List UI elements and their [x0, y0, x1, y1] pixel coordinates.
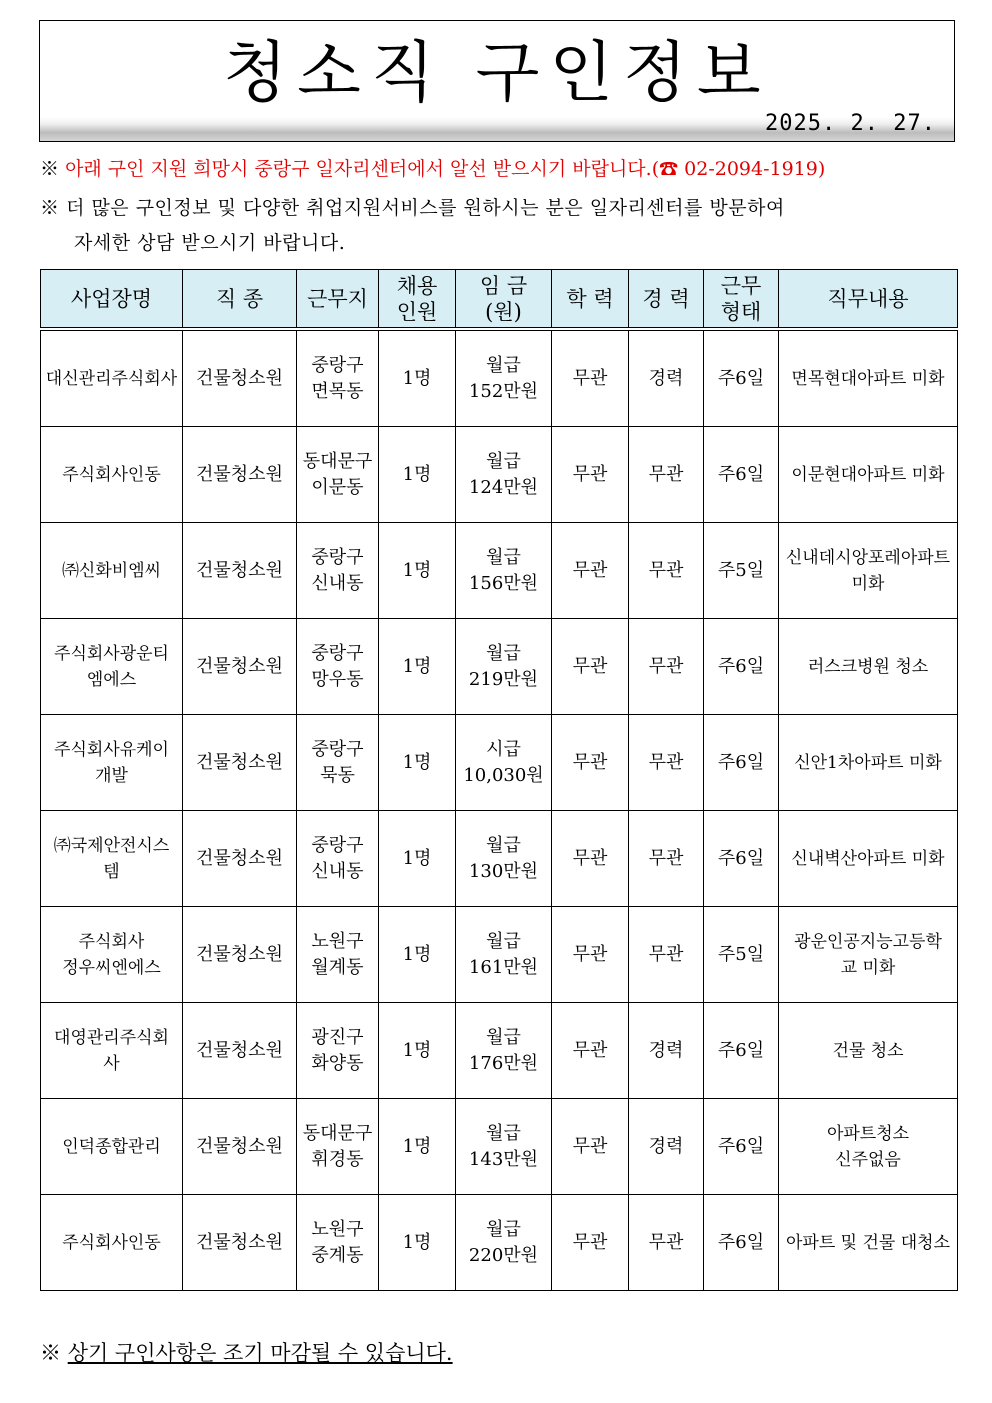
company-cell: 주식회사유케이 개발 — [41, 715, 183, 811]
education-cell: 무관 — [552, 1195, 629, 1291]
experience-cell: 무관 — [629, 523, 704, 619]
hires-cell: 1명 — [379, 619, 456, 715]
duties-cell: 신안1차아파트 미화 — [779, 715, 958, 811]
wage-cell: 월급 176만원 — [456, 1003, 552, 1099]
work-type-cell: 주6일 — [704, 619, 779, 715]
experience-cell: 무관 — [629, 1195, 704, 1291]
experience-cell: 무관 — [629, 907, 704, 1003]
company-cell: ㈜신화비엠씨 — [41, 523, 183, 619]
table-header-row — [41, 270, 958, 330]
education-cell: 무관 — [552, 715, 629, 811]
table-body — [41, 329, 958, 1291]
wage-cell: 시급 10,030원 — [456, 715, 552, 811]
work-type-cell: 주5일 — [704, 907, 779, 1003]
work-type-cell: 주6일 — [704, 811, 779, 907]
duties-cell: 건물 청소 — [779, 1003, 958, 1099]
footer-mark: ※ — [40, 1341, 61, 1365]
wage-cell: 월급 220만원 — [456, 1195, 552, 1291]
work-type-cell: 주6일 — [704, 715, 779, 811]
header-company: 사업장명 — [41, 270, 183, 330]
work-type-cell: 주6일 — [704, 329, 779, 427]
job-type-cell: 건물청소원 — [183, 1195, 297, 1291]
duties-cell: 이문현대아파트 미화 — [779, 427, 958, 523]
header-job-type: 직 종 — [183, 270, 297, 330]
education-cell: 무관 — [552, 329, 629, 427]
notice-mark: ※ — [40, 158, 60, 180]
work-type-cell: 주6일 — [704, 427, 779, 523]
education-cell: 무관 — [552, 811, 629, 907]
experience-cell: 경력 — [629, 329, 704, 427]
title-box — [39, 20, 955, 142]
hires-cell: 1명 — [379, 1099, 456, 1195]
job-type-cell: 건물청소원 — [183, 1099, 297, 1195]
education-cell: 무관 — [552, 619, 629, 715]
location-cell: 중랑구 신내동 — [297, 811, 379, 907]
job-table — [40, 269, 958, 1291]
experience-cell: 무관 — [629, 811, 704, 907]
duties-cell: 광운인공지능고등학 교 미화 — [779, 907, 958, 1003]
wage-cell: 월급 152만원 — [456, 329, 552, 427]
table-row — [41, 1195, 958, 1291]
job-type-cell: 건물청소원 — [183, 1003, 297, 1099]
footer-notice — [40, 1337, 453, 1367]
job-type-cell: 건물청소원 — [183, 329, 297, 427]
table-row — [41, 619, 958, 715]
location-cell: 동대문구 이문동 — [297, 427, 379, 523]
job-type-cell: 건물청소원 — [183, 427, 297, 523]
table-row — [41, 427, 958, 523]
header-education: 학 력 — [552, 270, 629, 330]
footer-text: 상기 구인사항은 조기 마감될 수 있습니다. — [67, 1341, 453, 1365]
location-cell: 동대문구 휘경동 — [297, 1099, 379, 1195]
location-cell: 광진구 화양동 — [297, 1003, 379, 1099]
header-hires: 채용 인원 — [379, 270, 456, 330]
company-cell: 주식회사광운티 엠에스 — [41, 619, 183, 715]
notice-mark: ※ — [40, 197, 60, 219]
hires-cell: 1명 — [379, 907, 456, 1003]
table-row — [41, 523, 958, 619]
table-row — [41, 907, 958, 1003]
notice-more-info-cont: 자세한 상담 받으시기 바랍니다. — [74, 232, 346, 254]
experience-cell: 무관 — [629, 427, 704, 523]
duties-cell: 러스크병원 청소 — [779, 619, 958, 715]
header-wage: 임 금 (원) — [456, 270, 552, 330]
job-type-cell: 건물청소원 — [183, 907, 297, 1003]
table-row — [41, 715, 958, 811]
company-cell: 주식회사인동 — [41, 427, 183, 523]
work-type-cell: 주6일 — [704, 1099, 779, 1195]
education-cell: 무관 — [552, 523, 629, 619]
duties-cell: 신내벽산아파트 미화 — [779, 811, 958, 907]
company-cell: 주식회사 정우씨엔에스 — [41, 907, 183, 1003]
location-cell: 노원구 중계동 — [297, 1195, 379, 1291]
wage-cell: 월급 219만원 — [456, 619, 552, 715]
table-row — [41, 811, 958, 907]
notice-more-info — [40, 193, 785, 220]
table-row — [41, 329, 958, 427]
job-type-cell: 건물청소원 — [183, 619, 297, 715]
header-work-type: 근무 형태 — [704, 270, 779, 330]
wage-cell: 월급 143만원 — [456, 1099, 552, 1195]
hires-cell: 1명 — [379, 1195, 456, 1291]
education-cell: 무관 — [552, 907, 629, 1003]
hires-cell: 1명 — [379, 427, 456, 523]
duties-cell: 아파트 및 건물 대청소 — [779, 1195, 958, 1291]
experience-cell: 무관 — [629, 715, 704, 811]
location-cell: 중랑구 묵동 — [297, 715, 379, 811]
header-location: 근무지 — [297, 270, 379, 330]
job-type-cell: 건물청소원 — [183, 715, 297, 811]
education-cell: 무관 — [552, 1099, 629, 1195]
education-cell: 무관 — [552, 427, 629, 523]
date-label: 2025. 2. 27. — [765, 111, 936, 136]
experience-cell: 경력 — [629, 1099, 704, 1195]
notice-contact — [40, 154, 825, 181]
education-cell: 무관 — [552, 1003, 629, 1099]
table-row — [41, 1003, 958, 1099]
location-cell: 중랑구 망우동 — [297, 619, 379, 715]
duties-cell: 아파트청소 신주없음 — [779, 1099, 958, 1195]
wage-cell: 월급 124만원 — [456, 427, 552, 523]
hires-cell: 1명 — [379, 715, 456, 811]
page-title: 청소직 구인정보 — [223, 34, 771, 111]
notice-more-info-text: 더 많은 구인정보 및 다양한 취업지원서비스를 원하시는 분은 일자리센터를 방문하여 — [66, 197, 785, 219]
notice-phone: (☎ 02-2094-1919) — [651, 158, 826, 180]
location-cell: 중랑구 면목동 — [297, 329, 379, 427]
location-cell: 노원구 월계동 — [297, 907, 379, 1003]
work-type-cell: 주6일 — [704, 1195, 779, 1291]
hires-cell: 1명 — [379, 523, 456, 619]
duties-cell: 면목현대아파트 미화 — [779, 329, 958, 427]
job-type-cell: 건물청소원 — [183, 811, 297, 907]
wage-cell: 월급 161만원 — [456, 907, 552, 1003]
hires-cell: 1명 — [379, 811, 456, 907]
notice-contact-text: 아래 구인 지원 희망시 중랑구 일자리센터에서 알선 받으시기 바랍니다. — [65, 158, 652, 180]
hires-cell: 1명 — [379, 1003, 456, 1099]
company-cell: 주식회사인동 — [41, 1195, 183, 1291]
header-duties: 직무내용 — [779, 270, 958, 330]
work-type-cell: 주6일 — [704, 1003, 779, 1099]
table-row — [41, 1099, 958, 1195]
wage-cell: 월급 156만원 — [456, 523, 552, 619]
company-cell: ㈜국제안전시스 템 — [41, 811, 183, 907]
job-type-cell: 건물청소원 — [183, 523, 297, 619]
experience-cell: 무관 — [629, 619, 704, 715]
header-experience: 경 력 — [629, 270, 704, 330]
company-cell: 대영관리주식회 사 — [41, 1003, 183, 1099]
company-cell: 인덕종합관리 — [41, 1099, 183, 1195]
location-cell: 중랑구 신내동 — [297, 523, 379, 619]
wage-cell: 월급 130만원 — [456, 811, 552, 907]
company-cell: 대신관리주식회사 — [41, 329, 183, 427]
experience-cell: 경력 — [629, 1003, 704, 1099]
duties-cell: 신내데시앙포레아파트 미화 — [779, 523, 958, 619]
hires-cell: 1명 — [379, 329, 456, 427]
work-type-cell: 주5일 — [704, 523, 779, 619]
